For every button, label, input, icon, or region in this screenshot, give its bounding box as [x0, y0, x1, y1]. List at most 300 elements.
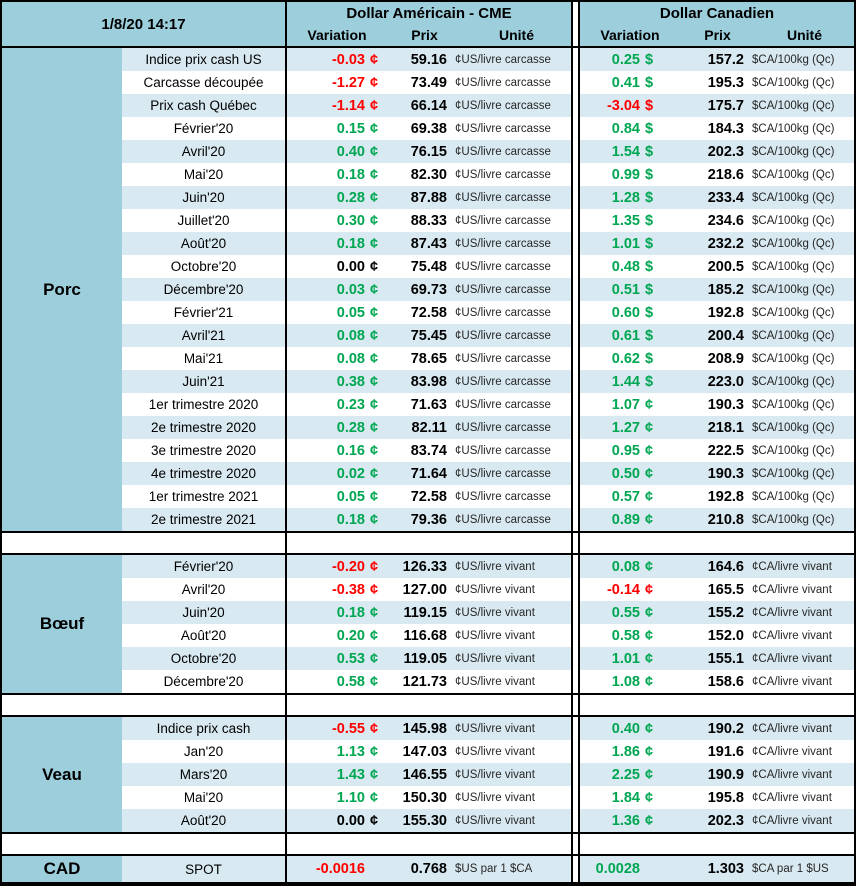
ca-block [578, 647, 854, 670]
ca-unit: $CA/100kg (Qc) [752, 329, 835, 342]
ca-price: 210.8 [707, 511, 744, 528]
ca-price: 165.5 [707, 581, 744, 598]
us-unit: ¢US/livre carcasse [455, 214, 551, 227]
table-row [122, 209, 854, 232]
ca-block [578, 347, 854, 370]
ca-price: 155.1 [707, 650, 744, 667]
us-unit: $US par 1 $CA [455, 863, 533, 875]
us-variation: 0.23 [336, 396, 365, 413]
ca-block [578, 462, 854, 485]
ca-variation: 1.84 [611, 789, 640, 806]
us-variation: 0.08 [336, 350, 365, 367]
ca-variation: 0.51 [611, 281, 640, 298]
table-row [122, 809, 854, 832]
us-col-variation: Variation [307, 27, 367, 43]
ca-block [578, 278, 854, 301]
us-price: 76.15 [410, 143, 447, 160]
us-block [285, 255, 573, 278]
ca-block [578, 740, 854, 763]
table-row [122, 71, 854, 94]
row-label: Avril'20 [181, 582, 226, 597]
ca-block [578, 717, 854, 740]
us-block [285, 416, 573, 439]
us-variation-symbol: ¢ [370, 281, 379, 298]
us-unit: ¢US/livre carcasse [455, 99, 551, 112]
ca-unit: $CA/100kg (Qc) [752, 53, 835, 66]
ca-block [578, 370, 854, 393]
us-variation-symbol: ¢ [370, 581, 379, 598]
us-unit: ¢US/livre carcasse [455, 352, 551, 365]
ca-block [578, 301, 854, 324]
ca-price: 200.4 [707, 327, 744, 344]
us-price: 78.65 [410, 350, 447, 367]
us-variation-symbol: ¢ [370, 488, 379, 505]
ca-variation: 0.48 [611, 258, 640, 275]
ca-block [578, 578, 854, 601]
ca-unit: $CA/100kg (Qc) [752, 306, 835, 319]
us-price: 71.63 [410, 396, 447, 413]
ca-variation-symbol: ¢ [645, 419, 654, 436]
ca-variation-symbol: $ [645, 350, 654, 367]
table-row [122, 393, 854, 416]
us-variation-symbol: ¢ [370, 627, 379, 644]
table-row [122, 578, 854, 601]
ca-variation-symbol: ¢ [645, 442, 654, 459]
ca-unit: $CA/100kg (Qc) [752, 375, 835, 388]
ca-variation: 1.27 [611, 419, 640, 436]
ca-variation-symbol: ¢ [645, 488, 654, 505]
us-variation: 0.18 [336, 604, 365, 621]
table-row [122, 94, 854, 117]
ca-price: 190.3 [707, 396, 744, 413]
table-row [122, 347, 854, 370]
us-variation: 0.30 [336, 212, 365, 229]
ca-dollar-title: Dollar Canadien [659, 4, 775, 22]
ca-unit: $CA/100kg (Qc) [752, 283, 835, 296]
us-variation-symbol: ¢ [370, 558, 379, 575]
us-col-prix: Prix [411, 27, 438, 43]
ca-price: 175.7 [707, 97, 744, 114]
table-header [2, 2, 854, 48]
ca-variation-symbol: ¢ [645, 650, 654, 667]
us-variation: -0.55 [331, 720, 365, 737]
ca-variation-symbol: $ [645, 258, 654, 275]
ca-variation-symbol: ¢ [645, 812, 654, 829]
us-unit: ¢US/livre vivant [455, 745, 535, 758]
ca-variation: 0.61 [611, 327, 640, 344]
ca-price: 208.9 [707, 350, 744, 367]
ca-price: 233.4 [707, 189, 744, 206]
us-price: 119.05 [403, 650, 447, 667]
us-variation-symbol: ¢ [370, 650, 379, 667]
ca-price: 223.0 [707, 373, 744, 390]
us-unit: ¢US/livre vivant [455, 768, 535, 781]
row-label: 1er trimestre 2021 [148, 489, 259, 504]
ca-unit: ¢CA/livre vivant [752, 560, 832, 573]
ca-variation: 0.89 [611, 511, 640, 528]
us-unit: ¢US/livre carcasse [455, 53, 551, 66]
row-label: Avril'20 [181, 144, 226, 159]
us-unit: ¢US/livre carcasse [455, 375, 551, 388]
us-block [285, 601, 573, 624]
ca-block [578, 786, 854, 809]
ca-unit: $CA/100kg (Qc) [752, 237, 835, 250]
us-unit: ¢US/livre vivant [455, 652, 535, 665]
row-label: Juillet'20 [177, 213, 230, 228]
row-label: Mars'20 [179, 767, 228, 782]
us-unit: ¢US/livre carcasse [455, 168, 551, 181]
us-variation-symbol: ¢ [370, 743, 379, 760]
ca-price: 190.3 [707, 465, 744, 482]
us-block [285, 140, 573, 163]
ca-variation-symbol: $ [645, 51, 654, 68]
us-variation-symbol: ¢ [370, 373, 379, 390]
section-rows [122, 717, 854, 832]
us-unit: ¢US/livre vivant [455, 583, 535, 596]
ca-variation-symbol: ¢ [645, 743, 654, 760]
us-block [285, 186, 573, 209]
ca-variation-symbol: $ [645, 74, 654, 91]
row-label: Jan'20 [183, 744, 224, 759]
row-label: Février'20 [173, 121, 234, 136]
us-price: 82.11 [411, 419, 447, 436]
us-block [285, 94, 573, 117]
section-cad [2, 854, 854, 884]
us-price: 147.03 [402, 743, 447, 760]
us-variation: 1.43 [336, 766, 365, 783]
us-variation: 1.13 [336, 743, 365, 760]
row-label: Mai'20 [183, 167, 224, 182]
us-unit: ¢US/livre carcasse [455, 398, 551, 411]
ca-variation-symbol: $ [645, 327, 654, 344]
ca-price: 155.2 [707, 604, 744, 621]
us-block [285, 393, 573, 416]
us-unit: ¢US/livre carcasse [455, 191, 551, 204]
ca-block [578, 856, 854, 882]
ca-price: 195.3 [707, 74, 744, 91]
table-row [122, 485, 854, 508]
ca-unit: $CA/100kg (Qc) [752, 444, 835, 457]
ca-block [578, 255, 854, 278]
us-block [285, 670, 573, 693]
ca-variation: 1.36 [611, 812, 640, 829]
ca-variation-symbol: $ [645, 212, 654, 229]
us-variation-symbol: ¢ [370, 720, 379, 737]
ca-variation: 0.62 [611, 350, 640, 367]
us-variation-symbol: ¢ [370, 766, 379, 783]
us-variation-symbol: ¢ [370, 442, 379, 459]
row-label: Août'20 [180, 813, 227, 828]
ca-unit: ¢CA/livre vivant [752, 675, 832, 688]
ca-block [578, 439, 854, 462]
gap-us [285, 834, 573, 854]
row-label: SPOT [185, 861, 222, 877]
ca-block [578, 508, 854, 531]
ca-price: 218.1 [707, 419, 744, 436]
us-block [285, 209, 573, 232]
us-variation: 0.05 [336, 304, 365, 321]
us-price: 146.55 [402, 766, 447, 783]
ca-variation-symbol: ¢ [645, 766, 654, 783]
us-variation: -0.38 [331, 581, 365, 598]
table-row [122, 163, 854, 186]
ca-variation: 1.44 [611, 373, 640, 390]
ca-price: 232.2 [707, 235, 744, 252]
ca-unit: $CA/100kg (Qc) [752, 490, 835, 503]
us-variation-symbol: ¢ [370, 812, 379, 829]
table-row [122, 301, 854, 324]
row-label: Août'20 [180, 628, 227, 643]
ca-price: 202.3 [707, 143, 744, 160]
ca-col-prix: Prix [704, 27, 731, 43]
us-unit: ¢US/livre vivant [455, 675, 535, 688]
table-row [122, 186, 854, 209]
ca-unit: $CA/100kg (Qc) [752, 191, 835, 204]
table-row [122, 324, 854, 347]
ca-variation: 0.08 [611, 558, 640, 575]
timestamp: 1/8/20 14:17 [2, 2, 285, 46]
ca-block [578, 624, 854, 647]
us-variation-symbol: ¢ [370, 511, 379, 528]
ca-block [578, 416, 854, 439]
us-variation: 0.15 [336, 120, 365, 137]
ca-block [578, 670, 854, 693]
ca-unit: $CA/100kg (Qc) [752, 398, 835, 411]
us-variation-symbol: ¢ [370, 789, 379, 806]
ca-block [578, 48, 854, 71]
ca-unit: $CA/100kg (Qc) [752, 513, 835, 526]
ca-unit: $CA/100kg (Qc) [752, 260, 835, 273]
us-price: 145.98 [402, 720, 447, 737]
us-variation: 0.20 [336, 627, 365, 644]
us-variation: 0.18 [336, 511, 365, 528]
us-unit: ¢US/livre carcasse [455, 145, 551, 158]
us-price: 82.30 [410, 166, 447, 183]
ca-variation-symbol: $ [645, 143, 654, 160]
ca-price: 200.5 [707, 258, 744, 275]
row-label: 2e trimestre 2020 [150, 420, 257, 435]
ca-variation-symbol: ¢ [645, 511, 654, 528]
row-label: Février'21 [173, 305, 234, 320]
table-row [122, 416, 854, 439]
ca-variation-symbol: ¢ [645, 789, 654, 806]
us-variation-symbol: ¢ [370, 327, 379, 344]
ca-unit: $CA/100kg (Qc) [752, 421, 835, 434]
row-label: Juin'20 [182, 605, 225, 620]
us-variation: -0.03 [331, 51, 365, 68]
row-label: Avril'21 [181, 328, 226, 343]
us-variation: 0.16 [336, 442, 365, 459]
us-variation-symbol: ¢ [370, 396, 379, 413]
us-variation-symbol: ¢ [370, 304, 379, 321]
section-label: Veau [2, 717, 122, 832]
us-variation: 0.02 [336, 465, 365, 482]
us-dollar-title: Dollar Américain - CME [346, 4, 512, 22]
us-block [285, 508, 573, 531]
gap-left [2, 533, 285, 553]
ca-block [578, 763, 854, 786]
ca-variation-symbol: $ [645, 166, 654, 183]
us-variation-symbol: ¢ [370, 604, 379, 621]
table-row [122, 763, 854, 786]
ca-variation-symbol: $ [645, 281, 654, 298]
table-row [122, 670, 854, 693]
row-label: 2e trimestre 2021 [150, 512, 257, 527]
ca-variation: 0.41 [611, 74, 640, 91]
ca-variation-symbol: ¢ [645, 720, 654, 737]
ca-variation: 0.57 [611, 488, 640, 505]
us-block [285, 71, 573, 94]
us-variation-symbol: ¢ [370, 51, 379, 68]
ca-variation: 0.55 [611, 604, 640, 621]
row-label: 1er trimestre 2020 [148, 397, 259, 412]
ca-variation-symbol: $ [645, 373, 654, 390]
us-price: 72.58 [410, 304, 447, 321]
table-row [122, 255, 854, 278]
us-unit: ¢US/livre carcasse [455, 237, 551, 250]
ca-column-headers [580, 24, 854, 46]
gap-left [2, 834, 285, 854]
table-row [122, 717, 854, 740]
row-label: Prix cash Québec [150, 98, 257, 113]
us-block [285, 717, 573, 740]
gap-us [285, 695, 573, 715]
ca-unit: $CA/100kg (Qc) [752, 145, 835, 158]
us-variation-symbol: ¢ [370, 258, 379, 275]
ca-variation: 0.0028 [595, 861, 640, 877]
ca-variation: 1.54 [611, 143, 640, 160]
ca-variation-symbol: ¢ [645, 581, 654, 598]
us-unit: ¢US/livre carcasse [455, 76, 551, 89]
us-dollar-header-block [285, 2, 573, 46]
gap-us [285, 533, 573, 553]
table-row [122, 647, 854, 670]
us-price: 83.74 [410, 442, 447, 459]
ca-variation-symbol: $ [645, 304, 654, 321]
ca-variation: 1.08 [611, 673, 640, 690]
section-rows [122, 48, 854, 531]
ca-block [578, 209, 854, 232]
row-label: Février'20 [173, 559, 234, 574]
ca-unit: ¢CA/livre vivant [752, 722, 832, 735]
us-unit: ¢US/livre carcasse [455, 490, 551, 503]
ca-unit: $CA/100kg (Qc) [752, 352, 835, 365]
us-price: 150.30 [402, 789, 447, 806]
ca-variation: -0.14 [606, 581, 640, 598]
row-label: Octobre'20 [170, 651, 237, 666]
us-variation: 0.08 [336, 327, 365, 344]
ca-price: 234.6 [707, 212, 744, 229]
us-block [285, 324, 573, 347]
ca-block [578, 140, 854, 163]
ca-block [578, 163, 854, 186]
us-price: 79.36 [410, 511, 447, 528]
us-price: 121.73 [402, 673, 447, 690]
us-price: 88.33 [410, 212, 447, 229]
ca-unit: ¢CA/livre vivant [752, 791, 832, 804]
ca-unit: $CA/100kg (Qc) [752, 122, 835, 135]
table-row [122, 740, 854, 763]
row-label: Octobre'20 [170, 259, 237, 274]
section-porc [2, 48, 854, 533]
table-row [122, 232, 854, 255]
row-label: Mai'21 [183, 351, 224, 366]
us-block [285, 117, 573, 140]
us-block [285, 555, 573, 578]
ca-block [578, 809, 854, 832]
ca-variation: 0.60 [611, 304, 640, 321]
ca-variation-symbol: ¢ [645, 465, 654, 482]
us-unit: ¢US/livre vivant [455, 629, 535, 642]
table-row [122, 48, 854, 71]
us-block [285, 163, 573, 186]
ca-variation: 1.35 [611, 212, 640, 229]
us-unit: ¢US/livre carcasse [455, 260, 551, 273]
us-price: 87.43 [410, 235, 447, 252]
ca-variation: 0.25 [611, 51, 640, 68]
table-row [122, 624, 854, 647]
us-price: 0.768 [410, 861, 447, 877]
us-unit: ¢US/livre carcasse [455, 444, 551, 457]
us-variation-symbol: ¢ [370, 419, 379, 436]
us-price: 69.73 [410, 281, 447, 298]
us-block [285, 809, 573, 832]
ca-block [578, 94, 854, 117]
us-unit: ¢US/livre vivant [455, 606, 535, 619]
us-variation: -0.0016 [315, 861, 365, 877]
row-label: 4e trimestre 2020 [150, 466, 257, 481]
us-price: 73.49 [410, 74, 447, 91]
ca-col-variation: Variation [600, 27, 660, 43]
us-variation-symbol: ¢ [370, 212, 379, 229]
row-label: Juin'21 [182, 374, 225, 389]
us-variation: 0.40 [336, 143, 365, 160]
us-block [285, 370, 573, 393]
us-variation: -1.27 [331, 74, 365, 91]
us-price: 69.38 [410, 120, 447, 137]
us-variation: -0.20 [331, 558, 365, 575]
ca-variation: 1.01 [611, 650, 640, 667]
us-column-headers [287, 24, 571, 46]
ca-variation-symbol: $ [645, 189, 654, 206]
ca-block [578, 324, 854, 347]
table-row [122, 601, 854, 624]
ca-price: 222.5 [707, 442, 744, 459]
ca-variation: 0.84 [611, 120, 640, 137]
table-row [122, 856, 854, 882]
us-price: 59.16 [410, 51, 447, 68]
row-label: Mai'20 [183, 790, 224, 805]
section-rows [122, 856, 854, 882]
ca-unit: $CA par 1 $US [752, 863, 829, 875]
table-row [122, 140, 854, 163]
us-variation: -1.14 [331, 97, 365, 114]
ca-variation-symbol: $ [645, 235, 654, 252]
us-variation: 0.28 [336, 419, 365, 436]
ca-variation-symbol: $ [645, 97, 654, 114]
ca-price: 185.2 [707, 281, 744, 298]
us-variation: 0.53 [336, 650, 365, 667]
ca-price: 202.3 [707, 812, 744, 829]
ca-unit: $CA/100kg (Qc) [752, 467, 835, 480]
ca-price: 191.6 [707, 743, 744, 760]
section-rows [122, 555, 854, 693]
us-price: 87.88 [410, 189, 447, 206]
ca-block [578, 186, 854, 209]
ca-block [578, 393, 854, 416]
us-unit: ¢US/livre carcasse [455, 421, 551, 434]
us-variation: 0.18 [336, 166, 365, 183]
